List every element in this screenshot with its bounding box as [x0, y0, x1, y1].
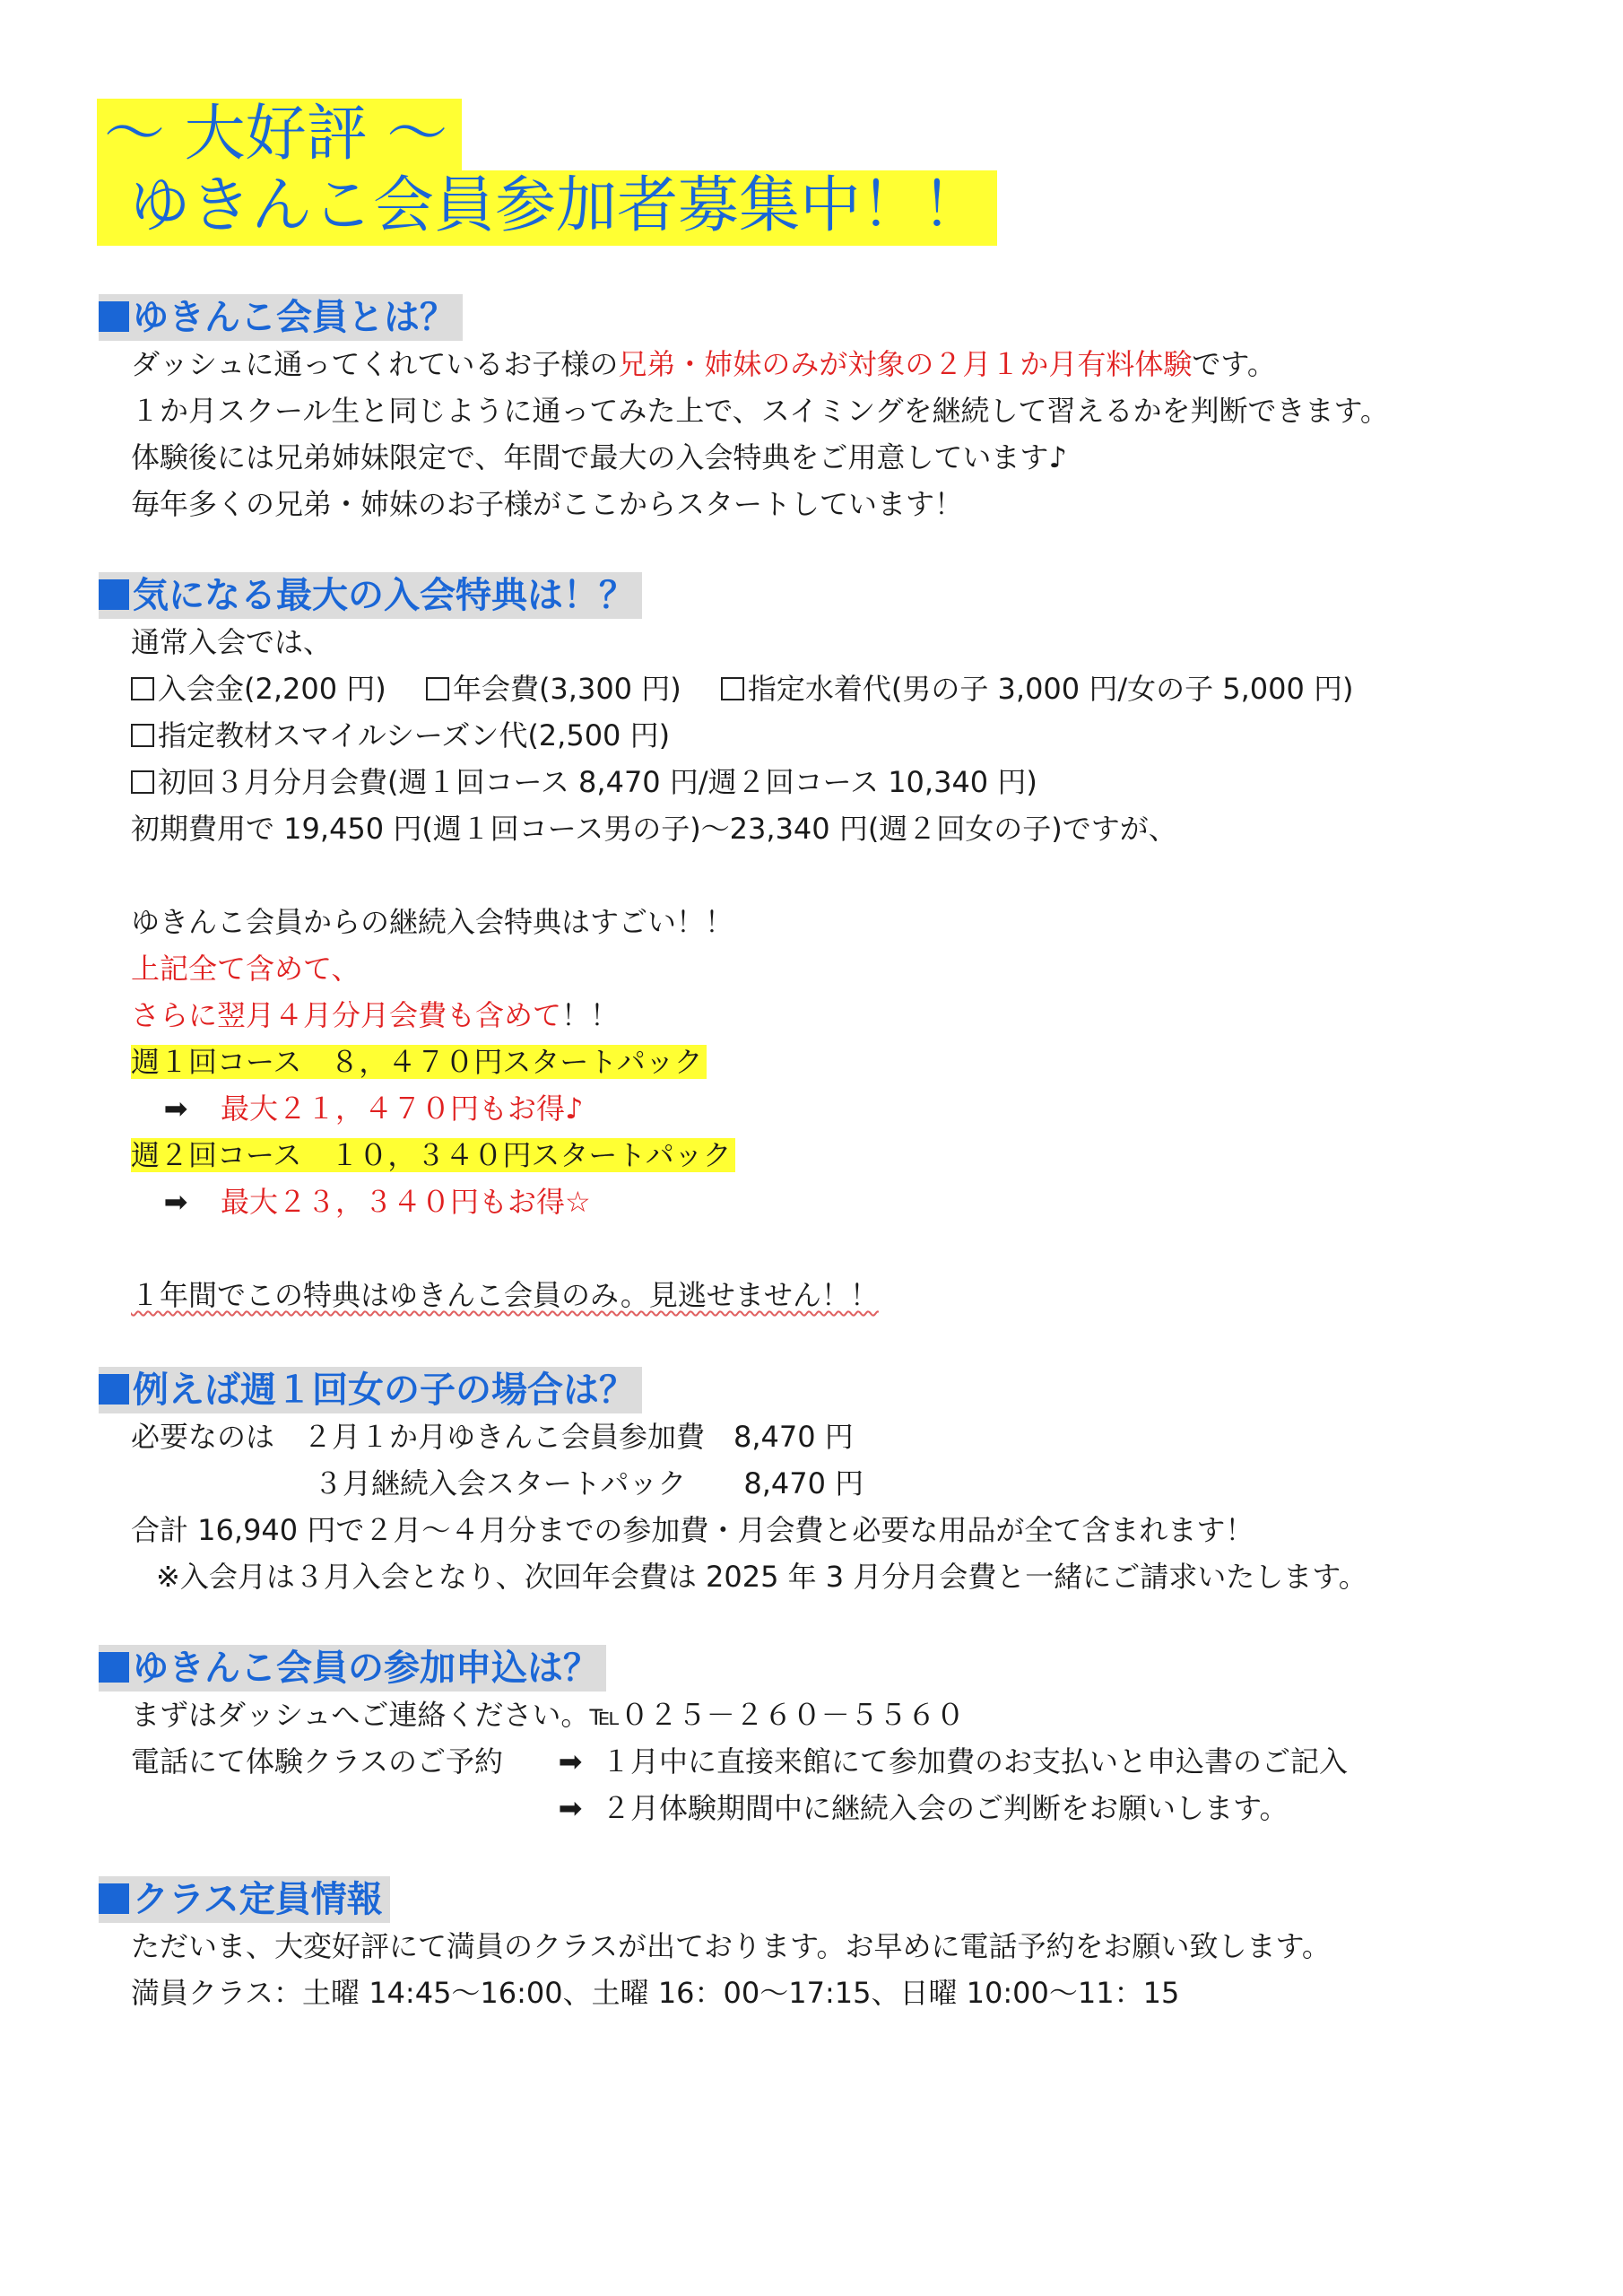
benefits-closing-text: １年間でこの特典はゆきんこ会員のみ。見逃せません！！: [131, 1278, 879, 1312]
example-total: 合計 16,940 円で２月～４月分までの参加費・月会費と必要な用品が全て含まれます！: [131, 1513, 1254, 1547]
fee-entry-fee: 入会金(2,200 円): [158, 672, 386, 706]
about-line-2: １か月スクール生と同じように通ってみた上で、スイミングを継続して習えるかを判断できます。: [131, 394, 1389, 428]
fee-row-2: [131, 718, 670, 753]
benefits-intro: 通常入会では、: [131, 625, 333, 659]
heading-text: ゆきんこ会員とは？: [133, 297, 456, 338]
special-red-line-1: 上記全て含めて、: [131, 952, 360, 986]
heading-text: 例えば週１回女の子の場合は？: [133, 1370, 635, 1411]
pack-weekly-1: [131, 1044, 707, 1080]
arrow-right-icon: ➡: [558, 1744, 583, 1779]
about-line-1-post: です。: [1192, 347, 1276, 381]
fee-row-3: [131, 764, 1037, 800]
about-line-1-pre: ダッシュに通ってくれているお子様の: [131, 347, 619, 381]
section-heading-capacity: [99, 1876, 390, 1923]
apply-step-1: [131, 1744, 1348, 1779]
capacity-line-2: 満員クラス：土曜 14:45～16:00、土曜 16：00～17:15、日曜 10:00～11：15: [131, 1976, 1180, 2010]
square-bullet-icon: [99, 1374, 129, 1405]
fee-materials: 指定教材スマイルシーズン代(2,500 円): [158, 718, 671, 752]
special-offer-intro: ゆきんこ会員からの継続入会特典はすごい！！: [131, 905, 734, 939]
pack-weekly-2-label: 週２回コース １０，３４０円スタートパック: [131, 1138, 735, 1172]
fee-annual: 年会費(3,300 円): [452, 672, 681, 706]
checkbox-icon: [131, 770, 154, 794]
section-heading-benefits: [99, 572, 642, 619]
heading-text: 気になる最大の入会特典は！？: [133, 575, 635, 616]
square-bullet-icon: [99, 301, 129, 332]
example-note: ※入会月は３月入会となり、次回年会費は 2025 年 3 月分月会費と一緒にご請求いたします。: [156, 1560, 1367, 1594]
square-bullet-icon: [99, 579, 129, 610]
arrow-right-icon: ➡: [163, 1185, 188, 1219]
apply-step-2: [131, 1790, 1288, 1826]
save-weekly-1: [131, 1091, 583, 1126]
arrow-right-icon: ➡: [558, 1791, 583, 1825]
initial-cost-total: 初期費用で 19,450 円(週１回コース男の子)～23,340 円(週２回女の子)ですが、: [131, 812, 1177, 846]
heading-text: クラス定員情報: [133, 1879, 383, 1920]
about-line-1-highlight: 兄弟・姉妹のみが対象の２月１か月有料体験: [618, 347, 1193, 381]
example-line-2: ３月継続入会スタートパック 8,470 円: [314, 1466, 864, 1500]
special-red-tail: ！！: [561, 998, 620, 1032]
save-weekly-2: [131, 1184, 591, 1220]
checkbox-icon: [131, 724, 154, 747]
section-heading-apply: [99, 1645, 606, 1692]
square-bullet-icon: [99, 1652, 129, 1683]
arrow-right-icon: ➡: [163, 1091, 188, 1126]
title-line-1: ～ 大好評 ～: [97, 99, 462, 170]
checkbox-icon: [426, 677, 449, 700]
apply-step-1-label: 電話にて体験クラスのご予約: [131, 1744, 504, 1779]
save-weekly-2-text: 最大２３，３４０円もお得☆: [221, 1185, 591, 1219]
about-line-4: 毎年多くの兄弟・姉妹のお子様がここからスタートしています！: [131, 487, 964, 521]
title-line-2: ゆきんこ会員参加者募集中！！: [97, 170, 997, 246]
fee-first-month: 初回３月分月会費(週１回コース 8,470 円/週２回コース 10,340 円): [158, 765, 1037, 799]
fee-row-1: [131, 671, 1354, 707]
about-line-3: 体験後には兄弟姉妹限定で、年間で最大の入会特典をご用意しています♪: [131, 440, 1067, 474]
apply-step-2-text: ２月体験期間中に継続入会のご判断をお願いします。: [602, 1791, 1289, 1825]
heading-text: ゆきんこ会員の参加申込は？: [133, 1648, 599, 1689]
benefits-closing: [131, 1277, 879, 1313]
about-line-1: [131, 346, 1276, 382]
special-red-line-2: [131, 997, 619, 1033]
section-heading-example: [99, 1367, 642, 1413]
fee-swimwear: 指定水着代(男の子 3,000 円/女の子 5,000 円): [747, 672, 1354, 706]
checkbox-icon: [721, 677, 744, 700]
special-red-text: さらに翌月４月分月会費も含めて: [131, 998, 562, 1032]
save-weekly-1-text: 最大２１，４７０円もお得♪: [221, 1091, 584, 1126]
checkbox-icon: [131, 677, 154, 700]
apply-contact: まずはダッシュへご連絡ください。℡０２５－２６０－５５６０: [131, 1698, 965, 1732]
section-heading-about: [99, 294, 463, 341]
apply-step-1-text: １月中に直接来館にて参加費のお支払いと申込書のご記入: [602, 1744, 1349, 1779]
pack-weekly-1-label: 週１回コース ８，４７０円スタートパック: [131, 1045, 707, 1079]
square-bullet-icon: [99, 1883, 129, 1914]
example-line-1: 必要なのは ２月１か月ゆきんこ会員参加費 8,470 円: [131, 1420, 854, 1454]
capacity-line-1: ただいま、大変好評にて満員のクラスが出ております。お早めに電話予約をお願い致します。: [131, 1929, 1331, 1963]
pack-weekly-2: [131, 1137, 735, 1173]
